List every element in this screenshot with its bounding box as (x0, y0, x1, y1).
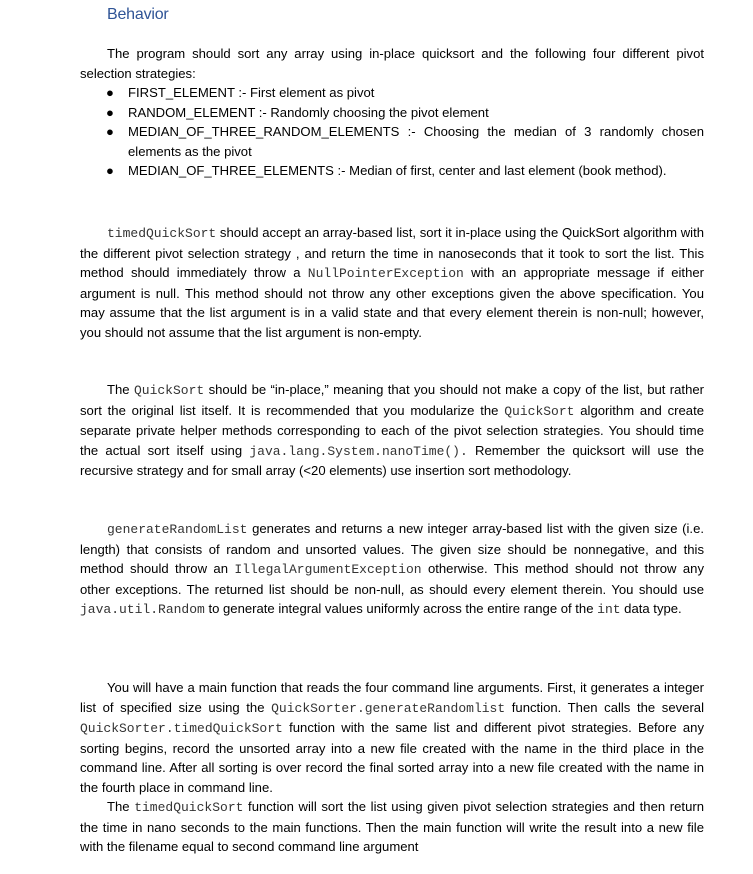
paragraph-text: The (107, 382, 134, 397)
list-item (80, 122, 704, 161)
list-item (80, 161, 704, 181)
paragraph-text: to generate integral values uniformly across the entire range of the (204, 601, 598, 616)
paragraph-text: Remember the quicksort will use the recursive strategy and for small array (<20 elements) use insertion sort methodology. (80, 442, 704, 478)
method-name-code: QuickSorter.generateRandomlist (271, 700, 506, 716)
method-name-code: timedQuickSort (107, 226, 217, 241)
method-name-code: java.lang.System.nanoTime(). (249, 443, 468, 459)
list-item-text: FIRST_ELEMENT :- First element as pivot (128, 85, 375, 100)
intro-paragraph: The program should sort any array using in-place quicksort and the following four different pivot selection strategies: (80, 46, 704, 81)
list-item (80, 103, 704, 123)
list-item-text: MEDIAN_OF_THREE_ELEMENTS :- Median of first, center and last element (book method). (128, 163, 667, 178)
bullet-icon: ● (106, 104, 114, 120)
list-item-text: MEDIAN_OF_THREE_RANDOM_ELEMENTS :- Choosing the median of 3 randomly chosen elements as the pivot (128, 124, 704, 159)
main-function-paragraph (80, 678, 704, 857)
section-heading: Behavior (107, 6, 169, 23)
exception-name-code: NullPointerException (307, 266, 464, 281)
class-name-code: QuickSort (504, 403, 575, 419)
paragraph-text: function will sort the list using given pivot selection strategies and then return the time in nano seconds to the main functions. Then the main function will write the result into a new file with the filename equal to second command line argument (80, 799, 704, 854)
paragraph-text: data type. (620, 601, 682, 616)
method-name-code: QuickSorter.timedQuickSort (80, 721, 283, 736)
timed-quicksort-paragraph (80, 223, 704, 342)
timed-quicksort-followup (80, 797, 704, 857)
paragraph-text: function. Then calls the several (505, 699, 704, 715)
bullet-icon: ● (106, 85, 114, 100)
method-name-code: timedQuickSort (134, 800, 244, 815)
bullet-icon: ● (106, 163, 114, 178)
pivot-strategy-list (80, 83, 704, 181)
paragraph-text: The (107, 799, 135, 814)
type-name-code: int (597, 602, 621, 617)
paragraph-text: function with the same list and different pivot strategies. Before any sorting begins, record the unsorted array into a new file created with the name in the third place in the command line. After all sorting is over record the final sorted array into a new file created with the name in the fourth place in command line. (80, 720, 704, 795)
list-item-text: RANDOM_ELEMENT :- Randomly choosing the pivot element (128, 104, 489, 120)
quicksort-paragraph (80, 380, 704, 481)
paragraph-text: should accept an array-based list, sort it in-place using the QuickSort algorithm with the different pivot selection strategy , and return the time in nanoseconds that it took to sort the list. This method should immediately throw a (80, 225, 704, 280)
generate-random-list-paragraph (80, 519, 704, 620)
bullet-icon: ● (106, 124, 114, 139)
paragraph-text: should be “in-place,” meaning that you should not make a copy of the list, but rather sort the original list itself. It is recommended that you modularize the (80, 382, 704, 418)
paragraph-text: generates and returns a new integer array-based list with the given size (i.e. length) that consists of random and unsorted values. The given size should be nonnegative, and this method should throw an (80, 521, 704, 576)
paragraph-text: with an appropriate message if either argument is null. This method should not throw any other exceptions given the above specification. You may assume that the list argument is in a valid state and that every element therein is non-null; however, you should not assume that the list argument is non-empty. (80, 265, 704, 340)
method-name-code: generateRandomList (107, 522, 248, 537)
paragraph-text: You will have a main function that reads the four command line arguments. First, it generates a integer list of specified size using the (80, 680, 704, 715)
class-name-code: java.util.Random (80, 602, 205, 617)
class-name-code: QuickSort (133, 383, 205, 398)
exception-name-code: IllegalArgumentException (234, 562, 422, 577)
intro-section (80, 44, 704, 181)
paragraph-text: algorithm and create separate private helper methods corresponding to each of the pivot selection strategies. You should time the actual sort itself using (80, 402, 704, 458)
paragraph-text: otherwise. This method should not throw any other exceptions. The returned list should be non-null, as should every element therein. You should use (80, 561, 704, 597)
list-item (80, 83, 704, 103)
